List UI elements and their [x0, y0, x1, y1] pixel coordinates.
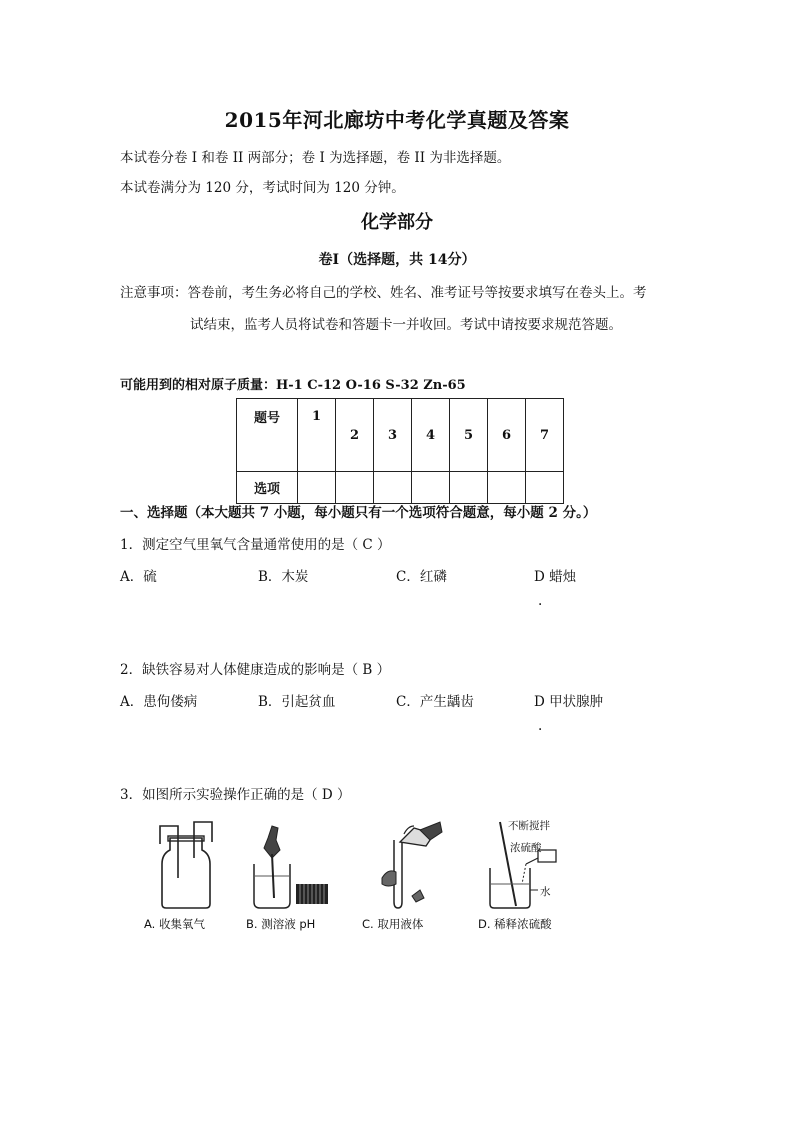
notice-line-1: 注意事项：答卷前，考生务必将自己的学校、姓名、准考证号等按要求填写在卷头上。考	[120, 285, 647, 301]
answer-table-header-choice: 选项	[237, 472, 298, 504]
answer-cell-2[interactable]	[336, 472, 374, 504]
answer-table-num-7: 7	[526, 399, 564, 472]
part1-heading: 一、选择题（本大题共 7 小题，每小题只有一个选项符合题意，每小题 2 分。）	[120, 505, 597, 521]
answer-table-num-5: 5	[450, 399, 488, 472]
label-acid: 浓硫酸	[510, 842, 542, 854]
section-title: 化学部分	[361, 212, 433, 233]
caption-b: B. 测溶液 pH	[246, 917, 316, 931]
answer-table-number-row	[237, 399, 564, 472]
volume-title: 卷Ⅰ（选择题，共 14分）	[318, 252, 476, 268]
question-2-option-d: D 甲状腺肿	[534, 694, 604, 710]
question-1-stem: 1．测定空气里氧气含量通常使用的是（ C ）	[120, 537, 391, 553]
answer-cell-4[interactable]	[412, 472, 450, 504]
question-1-option-a: A．硫	[120, 569, 157, 585]
page-title: 2015年河北廊坊中考化学真题及答案	[224, 108, 570, 132]
intro-line-1: 本试卷分卷 I 和卷 II 两部分；卷 I 为选择题，卷 II 为非选择题。	[120, 150, 511, 166]
question-1-option-d: D 蜡烛	[534, 569, 577, 585]
question-3-figure	[136, 818, 576, 938]
intro-line-2: 本试卷满分为 120 分，考试时间为 120 分钟。	[120, 180, 405, 196]
label-stir: 不断搅拌	[508, 820, 550, 832]
answer-table-num-4: 4	[412, 399, 450, 472]
question-3-stem: 3．如图所示实验操作正确的是（ D ）	[120, 787, 351, 803]
question-2-dot: .	[538, 718, 543, 734]
answer-table-header-number: 题号	[237, 399, 298, 472]
caption-a: A. 收集氧气	[144, 917, 205, 931]
question-2-option-a: A．患佝偻病	[120, 694, 198, 710]
answer-table	[236, 398, 564, 504]
answer-cell-1[interactable]	[298, 472, 336, 504]
answer-table-choice-row	[237, 472, 564, 504]
answer-cell-7[interactable]	[526, 472, 564, 504]
label-water: 水	[540, 886, 551, 898]
question-1-option-b: B．木炭	[258, 569, 309, 585]
question-1-option-c: C．红磷	[396, 569, 447, 585]
answer-cell-5[interactable]	[450, 472, 488, 504]
answer-table-num-1: 1	[298, 399, 336, 472]
answer-table-num-6: 6	[488, 399, 526, 472]
caption-c: C. 取用液体	[362, 917, 424, 931]
answer-cell-6[interactable]	[488, 472, 526, 504]
atomic-mass-line: 可能用到的相对原子质量：H-1 C-12 O-16 S-32 Zn-65	[120, 378, 466, 393]
gas-bottle-figure	[156, 818, 216, 910]
ph-test-figure	[248, 818, 340, 910]
notice-line-2: 试结束，监考人员将试卷和答题卡一并收回。考试中请按要求规范答题。	[190, 317, 622, 333]
question-2-option-c: C．产生龋齿	[396, 694, 474, 710]
question-2-stem: 2．缺铁容易对人体健康造成的影响是（ B ）	[120, 662, 391, 678]
pour-liquid-figure	[364, 818, 444, 910]
answer-table-num-2: 2	[336, 399, 374, 472]
answer-cell-3[interactable]	[374, 472, 412, 504]
caption-d: D. 稀释浓硫酸	[478, 917, 552, 931]
answer-table-num-3: 3	[374, 399, 412, 472]
question-1-dot: .	[538, 593, 543, 609]
question-2-option-b: B．引起贫血	[258, 694, 336, 710]
